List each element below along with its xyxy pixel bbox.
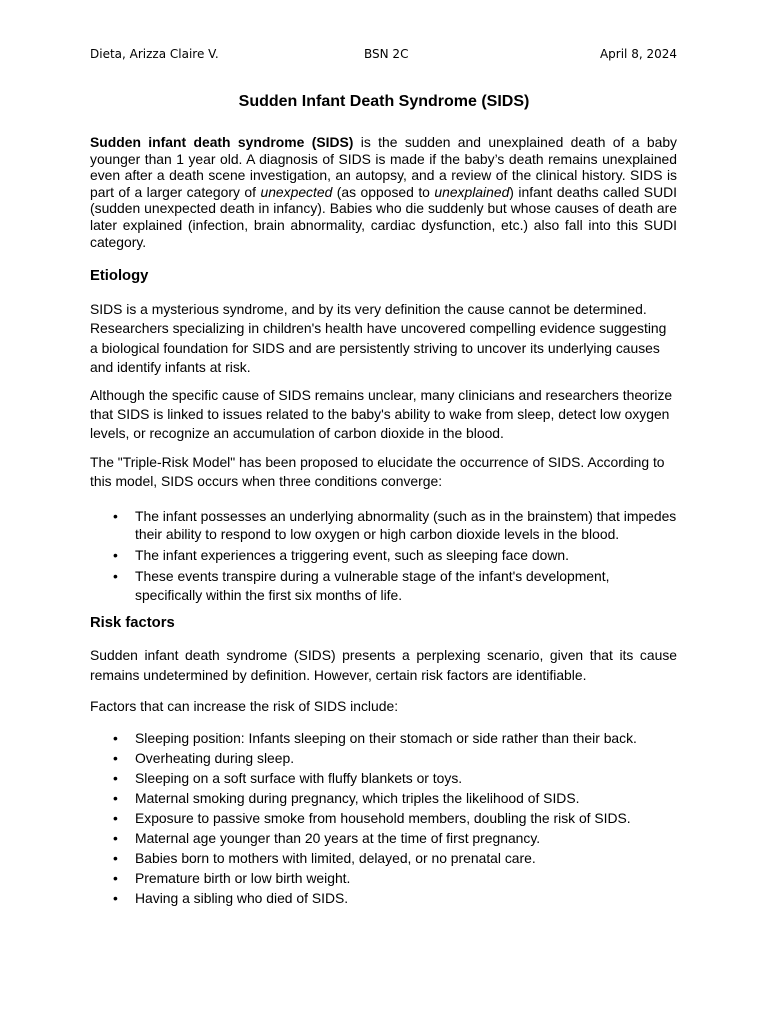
document-date: April 8, 2024: [599, 47, 677, 61]
document-body: [90, 134, 677, 909]
intro-paragraph: [90, 134, 677, 250]
intro-text-2: (as opposed to: [332, 183, 435, 200]
list-item: • Maternal age younger than 20 years at the time of first pregnancy.: [90, 829, 677, 848]
triple-risk-list: [90, 507, 677, 605]
list-item: • The infant possesses an underlying abnormality (such as in the brainstem) that impedes their ability to respond to low oxygen or high carbon dioxide levels in the blood.: [90, 507, 677, 544]
list-item: • Premature birth or low birth weight.: [90, 869, 677, 888]
list-item: • Sleeping position: Infants sleeping on their stomach or side rather than their back.: [90, 729, 677, 748]
list-item: • Overheating during sleep.: [90, 749, 677, 768]
intro-text-3: ) infant deaths called SUDI (sudden unexpected death in infancy). Babies who die suddenly but whose causes of death are later explained (infection, brain abnormality, cardiac dysfunction, etc.) also fall into this SUDI category.: [90, 183, 677, 250]
etiology-heading: Etiology: [90, 268, 149, 285]
list-item: • Babies born to mothers with limited, delayed, or no prenatal care.: [90, 849, 677, 868]
page-header: [90, 47, 677, 65]
list-item: • Having a sibling who died of SIDS.: [90, 889, 677, 908]
intro-bold-term: Sudden infant death syndrome (SIDS): [90, 134, 354, 150]
etiology-paragraph-2: Although the specific cause of SIDS remains unclear, many clinicians and researchers theorize that SIDS is linked to issues related to the baby's ability to wake from sleep, detect low oxygen levels, or recognize an accumulation of carbon dioxide in the blood.: [90, 386, 673, 442]
list-item: • Sleeping on a soft surface with fluffy blankets or toys.: [90, 769, 677, 788]
intro-text-1: is the sudden and unexplained death of a baby younger than 1 year old. A diagnosis of SIDS is made if the baby’s death remains unexplained even after a death scene investigation, an autopsy, and a review of the clinical history. SIDS is part of a larger category of: [90, 134, 678, 200]
etiology-paragraph-3: The "Triple-Risk Model" has been proposed to elucidate the occurrence of SIDS. According to this model, SIDS occurs when three conditions converge:: [90, 453, 665, 489]
list-item: • These events transpire during a vulnerable stage of the infant's development, specifically within the first six months of life.: [90, 567, 677, 604]
risk-factors-heading: Risk factors: [90, 615, 175, 632]
course-label: BSN 2C: [364, 47, 409, 61]
risk-paragraph-2: Factors that can increase the risk of SIDS include:: [90, 697, 399, 714]
list-item: • Exposure to passive smoke from household members, doubling the risk of SIDS.: [90, 809, 677, 828]
list-item: • The infant experiences a triggering event, such as sleeping face down.: [90, 546, 677, 565]
document-title: Sudden Infant Death Syndrome (SIDS): [238, 93, 530, 110]
risk-factors-list: [90, 729, 677, 908]
intro-italic-unexplained: unexplained: [434, 183, 510, 200]
list-item: • Maternal smoking during pregnancy, which triples the likelihood of SIDS.: [90, 789, 677, 808]
etiology-paragraph-1: SIDS is a mysterious syndrome, and by its very definition the cause cannot be determined. Researchers specializing in children's health have uncovered compelling evidence suggesting a biological foundation for SIDS and are persistently striving to uncover its underlying causes and identify infants at risk.: [90, 301, 667, 375]
author-name: Dieta, Arizza Claire V.: [90, 47, 219, 61]
risk-paragraph-1: Sudden infant death syndrome (SIDS) presents a perplexing scenario, given that its cause remains undetermined by definition. However, certain risk factors are identifiable.: [90, 647, 677, 683]
intro-italic-unexpected: unexpected: [260, 183, 333, 200]
